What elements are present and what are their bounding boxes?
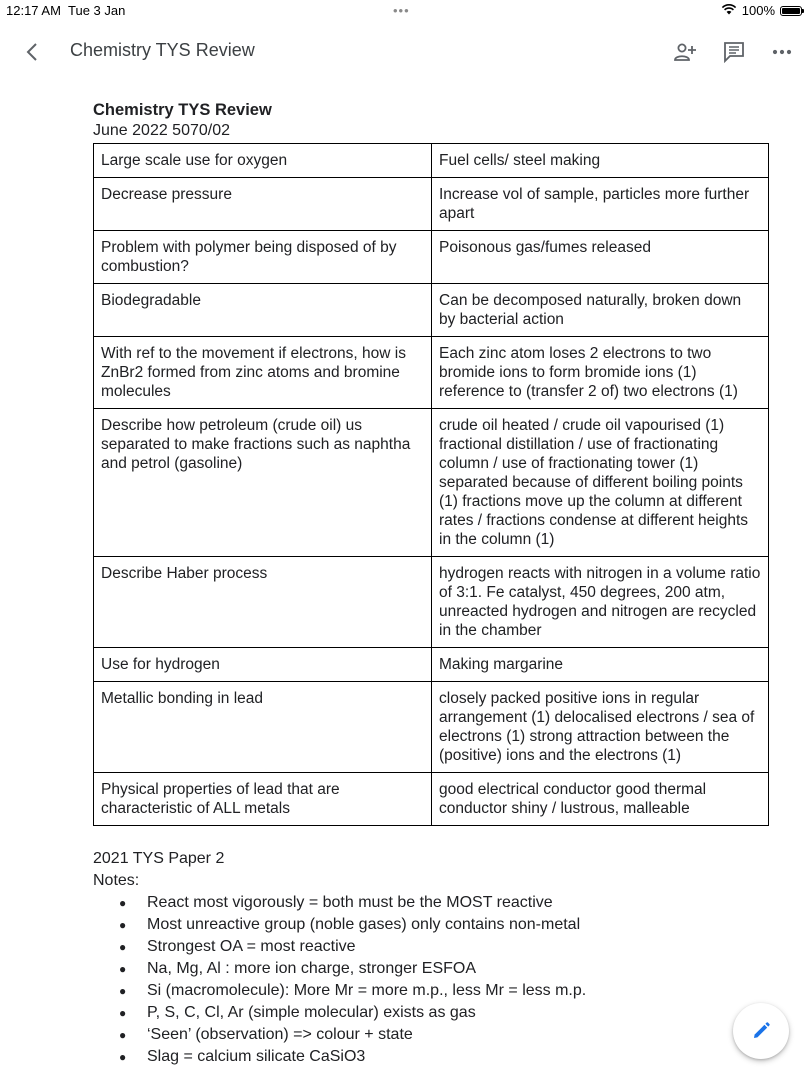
status-time: 12:17 AM — [6, 3, 61, 18]
back-button[interactable] — [18, 38, 46, 66]
question-cell[interactable]: Use for hydrogen — [94, 648, 432, 682]
question-cell[interactable]: With ref to the movement if electrons, how is ZnBr2 formed from zinc atoms and bromine molecules — [94, 337, 432, 409]
list-item: ● Na, Mg, Al : more ion charge, stronger ESFOA — [119, 958, 769, 980]
answer-cell[interactable]: closely packed positive ions in regular arrangement (1) delocalised electrons / sea of electrons (1) strong attraction between the (positive) ions and the electrons (1) — [432, 682, 769, 773]
table-row — [94, 178, 769, 231]
answer-cell[interactable]: good electrical conductor good thermal conductor shiny / lustrous, malleable — [432, 773, 769, 826]
wifi-icon — [721, 3, 737, 18]
answer-cell[interactable]: Increase vol of sample, particles more further apart — [432, 178, 769, 231]
answer-cell[interactable]: Each zinc atom loses 2 electrons to two bromide ions to form bromide ions (1) reference to (transfer 2 of) two electrons (1) — [432, 337, 769, 409]
multitasking-dots-icon[interactable]: ••• — [393, 3, 410, 18]
list-item: ● Strongest OA = most reactive — [119, 936, 769, 958]
status-date: Tue 3 Jan — [68, 3, 126, 18]
answer-cell[interactable]: crude oil heated / crude oil vapourised (1) fractional distillation / use of fractionating column / use of fractionating tower (1) separated because of different boiling points (1) fractions move up the column at different rates / fractions condense at different heights in the column (1) — [432, 409, 769, 557]
table-row — [94, 682, 769, 773]
battery-percent: 100% — [741, 3, 775, 18]
table-row — [94, 648, 769, 682]
table-row — [94, 337, 769, 409]
list-item: ● Slag = calcium silicate CaSiO3 — [119, 1046, 769, 1068]
section-heading: 2021 TYS Paper 2 — [93, 850, 225, 867]
answer-cell[interactable]: Can be decomposed naturally, broken down by bacterial action — [432, 284, 769, 337]
status-right — [721, 3, 802, 18]
question-cell[interactable]: Describe how petroleum (crude oil) us separated to make fractions such as naphtha and petrol (gasoline) — [94, 409, 432, 557]
question-cell[interactable]: Describe Haber process — [94, 557, 432, 648]
question-cell[interactable]: Physical properties of lead that are characteristic of ALL metals — [94, 773, 432, 826]
question-cell[interactable]: Decrease pressure — [94, 178, 432, 231]
share-button[interactable] — [671, 38, 699, 66]
toolbar-title: Chemistry TYS Review — [70, 40, 255, 60]
list-item: ● Most unreactive group (noble gases) only contains non-metal — [119, 914, 769, 936]
table-row — [94, 144, 769, 178]
battery-icon — [780, 6, 802, 16]
table-row — [94, 284, 769, 337]
comments-button[interactable] — [720, 38, 748, 66]
question-cell[interactable]: Metallic bonding in lead — [94, 682, 432, 773]
notes-list — [93, 892, 769, 1068]
app-toolbar — [0, 28, 810, 76]
answer-cell[interactable]: Fuel cells/ steel making — [432, 144, 769, 178]
add-person-icon — [673, 42, 697, 62]
answer-cell[interactable]: Making margarine — [432, 648, 769, 682]
answer-cell[interactable]: Poisonous gas/fumes released — [432, 231, 769, 284]
question-cell[interactable]: Biodegradable — [94, 284, 432, 337]
document-body[interactable] — [93, 100, 769, 1068]
list-item: ● React most vigorously = both must be the MOST reactive — [119, 892, 769, 914]
back-chevron-icon — [25, 42, 39, 62]
document-title: Chemistry TYS Review — [93, 101, 272, 119]
edit-fab-button[interactable] — [733, 1003, 789, 1059]
list-item: ● ‘Seen’ (observation) => colour + state — [119, 1024, 769, 1046]
status-bar — [0, 0, 810, 22]
table-row — [94, 231, 769, 284]
question-cell[interactable]: Problem with polymer being disposed of by combustion? — [94, 231, 432, 284]
table-row — [94, 773, 769, 826]
notes-label: Notes: — [93, 872, 140, 889]
qa-table — [93, 143, 769, 826]
answer-cell[interactable]: hydrogen reacts with nitrogen in a volume ratio of 3:1. Fe catalyst, 450 degrees, 200 atm, unreacted hydrogen and nitrogen are recycled in the chamber — [432, 557, 769, 648]
question-cell[interactable]: Large scale use for oxygen — [94, 144, 432, 178]
list-item: ● Si (macromolecule): More Mr = more m.p., less Mr = less m.p. — [119, 980, 769, 1002]
document-subtitle: June 2022 5070/02 — [93, 122, 231, 139]
comment-icon — [723, 41, 745, 63]
table-row — [94, 557, 769, 648]
edit-pencil-icon — [751, 1021, 771, 1041]
list-item: ● P, S, C, Cl, Ar (simple molecular) exists as gas — [119, 1002, 769, 1024]
more-horizontal-icon — [772, 49, 792, 55]
more-options-button[interactable] — [768, 38, 796, 66]
table-row — [94, 409, 769, 557]
